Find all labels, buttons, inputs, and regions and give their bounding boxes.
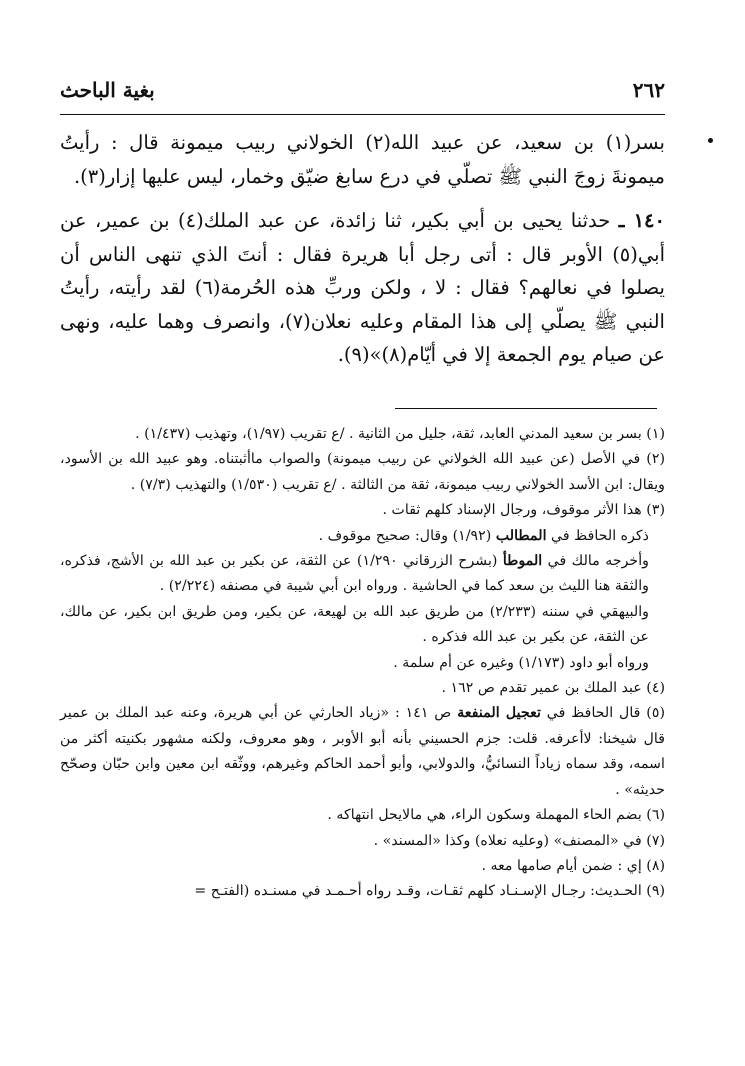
footnote-3-abudawud: ورواه أبو داود (١/١٧٣) وغيره عن أم سلمة .: [393, 654, 649, 671]
footnote-5: (٥) قال الحافظ في تعجيل المنفعة ص ١٤١ : «زياد الحارثي عن أبي هريرة، وعنه عبد الملك بن عمير قال شيخنا: لاأعرفه. قلت: جزم الحسيني بأنه أبو الأوبر ، وهو معروف، ولكنه مشهور بكنيته أكثر من اسمه، وقد سماه زياداً النسائيُّ، والدولابي، وأبو أحمد الحاكم وغيرهم، ووثّقه ابن معين وابن حبّان وصحّح حديثه» .: [60, 705, 665, 798]
footnote-separator: [395, 408, 657, 409]
source-title: المطالب: [495, 527, 547, 544]
page-number: ٢٦٢: [632, 78, 665, 102]
hadith-number: ١٤٠ ـ: [618, 209, 665, 232]
source-title: تعجيل المنفعة: [457, 705, 541, 722]
header-rule: [60, 114, 665, 115]
main-text: [60, 126, 665, 372]
footnote-6: (٦) بضم الحاء المهملة وسكون الراء، هي مالايحل انتهاكه .: [327, 807, 665, 824]
hadith-140: [60, 204, 665, 372]
scan-dot: [708, 138, 713, 143]
footnote-8: (٨) إي : ضمن أيام صامها معه .: [481, 857, 665, 874]
continuation-paragraph: بسر(١) بن سعيد، عن عبيد الله(٢) الخولاني ربيب ميمونة قال : رأيتُ ميمونةَ زوجَ النبي ﷺ تصلّي في درع سابغ ضيّق وخمار، ليس عليها إزار(٣).: [60, 131, 665, 188]
footnote-3-muwatta: وأخرجه مالك في الموطأ (بشرح الزرقاني ١/٢٩٠) عن الثقة، عن بكير بن عبد الله بن الأشج، فذكره، والثقة هنا الليث بن سعد كما في الحاشية . ورواه ابن أبي شيبة في مصنفه (٢/٢٢٤) .: [60, 553, 649, 595]
footnote-3: (٣) هذا الأثر موقوف، ورجال الإسناد كلهم ثقات .: [382, 502, 665, 519]
footnote-4: (٤) عبد الملك بن عمير تقدم ص ١٦٢ .: [441, 680, 665, 697]
source-title: الموطأ: [502, 553, 543, 570]
footnote-2: (٢) في الأصل (عن عبيد الله الخولاني عن ربيب ميمونة) والصواب ماأثبتناه. وهو عبيد الله بن الأسود، ويقال: ابن الأسد الخولاني ربيب ميمونة، ثقة من الثالثة . /ع تقريب (١/٥٣٠) والتهذيب (٧/٣) .: [60, 451, 665, 493]
hadith-text: حدثنا يحيى بن أبي بكير، ثنا زائدة، عن عبد الملك(٤) بن عمير، عن أبي(٥) الأوبر قال : أتى رجل أبا هريرة فقال : أنتَ الذي تنهى الناس أن يصلوا في نعالهم؟ فقال : لا ، ولكن وربِّ هذه الحُرمة(٦) لقد رأيته، رأيتُ النبي ﷺ يصلّي إلى هذا المقام وعليه نعلان(٧)، وانصرف وهما عليه، ونهى عن صيام يوم الجمعة إلا في أيّام(٨)»(٩).: [60, 209, 665, 366]
page-header: [60, 78, 665, 102]
footnote-3-bayhaqi: والبيهقي في سننه (٢/٢٣٣) من طريق عبد الله بن لهيعة، عن بكير، ومن طريق ابن بكير، عن مالك، عن الثقة، عن بكير بن عبد الله فذكره .: [60, 603, 649, 646]
book-title: بغية الباحث: [60, 78, 155, 102]
footnote-1: (١) بسر بن سعيد المدني العابد، ثقة، جليل من الثانية . /ع تقريب (١/٩٧)، وتهذيب (١/٤٣٧) .: [135, 426, 665, 442]
footnote-7: (٧) في «المصنف» (وعليه نعلاه) وكذا «المسند» .: [373, 832, 665, 849]
footnote-9: (٩) الحـديث: رجـال الإسـنـاد كلهم ثقـات، وقـد رواه أحـمـد في مسنـده (الفتـح =: [194, 883, 665, 900]
footnote-3-mutalib: ذكره الحافظ في المطالب (١/٩٢) وقال: صحيح موقوف .: [318, 527, 649, 544]
footnotes: [60, 422, 665, 905]
